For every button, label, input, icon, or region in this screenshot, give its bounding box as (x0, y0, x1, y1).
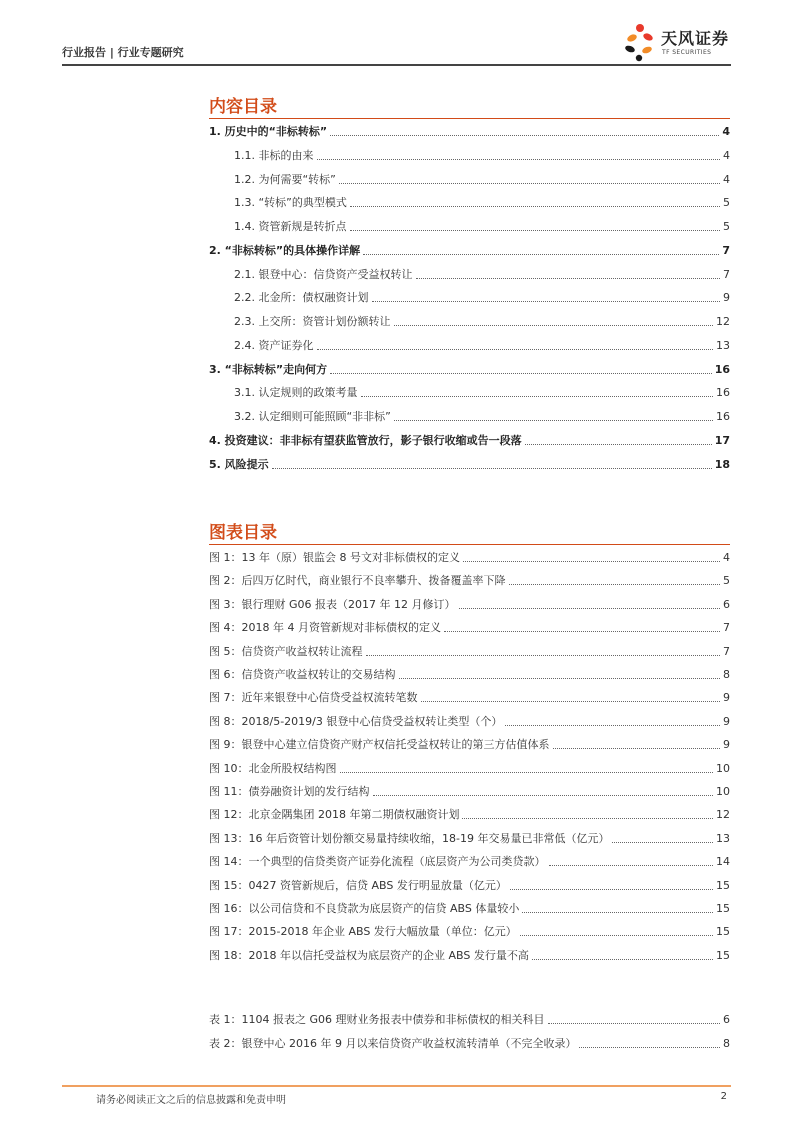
dot-leader (416, 278, 721, 279)
company-logo (621, 22, 731, 62)
footer-divider (62, 1085, 731, 1087)
toc-section-entry-label: 2.4. 资产证券化 (234, 338, 314, 352)
figure-entry-label: 图 7：近年来银登中心信贷受益权流转笔数 (209, 691, 418, 705)
figure-entry-page: 7 (723, 644, 730, 658)
figure-entry[interactable] (209, 782, 730, 799)
toc-title: 内容目录 (209, 97, 277, 117)
figure-entry-label: 图 6：信贷资产收益权转让的交易结构 (209, 668, 396, 681)
dot-leader (462, 818, 713, 819)
toc-section-entry-page: 9 (723, 291, 730, 305)
figure-entry[interactable] (209, 946, 730, 963)
toc-section-entry-page: 7 (723, 267, 730, 281)
table-entry-page: 6 (723, 1013, 730, 1026)
figure-entry[interactable] (209, 595, 730, 612)
toc-section-entry-label: 2.1. 银登中心：信贷资产受益权转让 (234, 267, 413, 281)
dot-leader (459, 608, 721, 609)
figure-entry-page: 13 (716, 831, 730, 845)
figure-entry[interactable] (209, 805, 730, 822)
toc-chapter-entry-page: 7 (722, 243, 730, 257)
toc-section-entry-label: 3.2. 认定细则可能照顾“非非标” (234, 410, 391, 423)
toc-chapter-entry-page: 16 (714, 362, 730, 376)
dot-leader (361, 396, 714, 397)
toc-chapter-entry-label: 1. 历史中的“非标转标” (209, 125, 328, 138)
toc-section-entry[interactable] (234, 407, 730, 424)
figure-entry-page: 14 (716, 855, 730, 869)
toc-section-entry-label: 1.1. 非标的由来 (234, 148, 314, 162)
toc-chapter-entry-label: 4. 投资建议：非非标有望获监管放行，影子银行收缩或告一段落 (209, 433, 522, 447)
toc-section-entry-label: 2.2. 北金所：债权融资计划 (234, 291, 369, 305)
header-divider (62, 64, 731, 66)
table-entry[interactable] (209, 1010, 730, 1027)
toc-section-entry[interactable] (234, 336, 730, 353)
dot-leader (548, 1023, 721, 1024)
dot-leader (317, 159, 721, 160)
figure-entry-label: 图 8：2018/5-2019/3 银登中心信贷受益权转让类型（个） (209, 714, 503, 728)
toc-section-entry[interactable] (234, 265, 730, 282)
toc-section-entry[interactable] (234, 146, 730, 163)
figure-entry-page: 9 (723, 691, 730, 705)
figure-entry-page: 5 (723, 574, 730, 588)
toc-section-entry-page: 5 (723, 196, 730, 210)
dot-leader (421, 701, 721, 702)
figure-entry[interactable] (209, 548, 730, 565)
dot-leader (612, 842, 713, 843)
figure-entry-page: 9 (723, 738, 730, 752)
figure-entry[interactable] (209, 618, 730, 635)
dot-leader (366, 655, 721, 656)
figure-entry-page: 6 (723, 597, 730, 611)
dot-leader (340, 772, 714, 773)
dot-leader (463, 561, 720, 562)
figure-entry[interactable] (209, 665, 730, 682)
figure-entry[interactable] (209, 735, 730, 752)
figure-entry-label: 图 17：2015-2018 年企业 ABS 发行大幅放量（单位：亿元） (209, 925, 517, 939)
figure-entry-page: 12 (716, 808, 730, 822)
toc-section-entry-page: 4 (723, 148, 730, 162)
figure-entry[interactable] (209, 922, 730, 939)
toc-chapter-entry[interactable] (209, 122, 730, 139)
dot-leader (399, 678, 721, 679)
dot-leader (549, 865, 714, 866)
figure-entry-label: 图 9：银登中心建立信贷资产财产权信托受益权转让的第三方估值体系 (209, 738, 550, 752)
toc-section-entry-label: 3.1. 认定规则的政策考量 (234, 386, 358, 400)
dot-leader (509, 584, 721, 585)
table-entry-label: 表 2：银登中心 2016 年 9 月以来信贷资产收益权流转清单（不完全收录） (209, 1037, 577, 1050)
report-category: 行业报告 | 行业专题研究 (62, 46, 184, 59)
logo-name-en: TF SECURITIES (662, 49, 712, 56)
toc-section-entry-page: 16 (716, 410, 730, 423)
figure-entry[interactable] (209, 899, 730, 916)
dot-leader (373, 795, 714, 796)
figure-entry-label: 图 2：后四万亿时代，商业银行不良率攀升、拨备覆盖率下降 (209, 574, 506, 588)
figure-entry-page: 15 (716, 902, 730, 915)
dot-leader (510, 889, 713, 890)
figure-entry[interactable] (209, 712, 730, 729)
toc-chapter-entry-label: 3. “非标转标”走向何方 (209, 362, 328, 376)
figure-entry-label: 图 15：0427 资管新规后，信贷 ABS 发行明显放量（亿元） (209, 878, 507, 892)
dot-leader (350, 230, 721, 231)
toc-section-entry-label: 2.3. 上交所：资管计划份额转让 (234, 315, 391, 328)
figure-entry-label: 图 5：信贷资产收益权转让流程 (209, 644, 363, 658)
toc-chapter-entry-page: 18 (714, 457, 730, 471)
toc-chapter-entry[interactable] (209, 360, 730, 377)
dot-leader (525, 444, 712, 445)
logo-name-cn: 天风证券 (661, 29, 730, 48)
dot-leader (444, 631, 720, 632)
dot-leader (330, 135, 719, 136)
toc-chapter-entry[interactable] (209, 431, 730, 448)
dot-leader (505, 725, 720, 726)
figure-entry-label: 图 18：2018 年以信托受益权为底层资产的企业 ABS 发行量不高 (209, 948, 529, 962)
figures-title-divider (209, 544, 730, 545)
toc-chapter-entry-label: 5. 风险提示 (209, 457, 269, 471)
dot-leader (339, 183, 720, 184)
figure-entry-page: 15 (716, 878, 730, 892)
toc-section-entry-label: 1.2. 为何需要“转标” (234, 172, 336, 186)
figure-entry-page: 7 (723, 621, 730, 635)
toc-section-entry-page: 12 (716, 315, 730, 328)
dot-leader (350, 206, 720, 207)
figure-entry-page: 8 (723, 668, 730, 681)
dot-leader (532, 959, 713, 960)
figure-entry-page: 4 (723, 551, 730, 564)
dot-leader (394, 420, 713, 421)
figures-title: 图表目录 (209, 523, 277, 543)
figure-entry-page: 15 (716, 925, 730, 939)
toc-section-entry[interactable] (234, 217, 730, 234)
figure-entry-page: 9 (723, 714, 730, 728)
toc-section-entry-page: 5 (723, 220, 730, 233)
figure-entry-label: 图 12：北京金隅集团 2018 年第二期债权融资计划 (209, 808, 460, 822)
figure-entry-label: 图 10：北金所股权结构图 (209, 761, 337, 775)
page-header (62, 0, 731, 70)
dot-leader (553, 748, 721, 749)
toc-section-entry-page: 16 (716, 386, 730, 400)
figure-entry-label: 图 3：银行理财 G06 报表（2017 年 12 月修订） (209, 597, 456, 611)
dot-leader (330, 373, 712, 374)
figure-entry[interactable] (209, 688, 730, 705)
dot-leader (272, 468, 712, 469)
figure-entry-page: 10 (716, 761, 730, 775)
toc-section-entry-label: 1.4. 资管新规是转折点 (234, 220, 347, 233)
toc-section-entry[interactable] (234, 170, 730, 187)
figure-entry-label: 图 1：13 年（原）银监会 8 号文对非标债权的定义 (209, 551, 460, 564)
table-entry-label: 表 1：1104 报表之 G06 理财业务报表中债券和非标债权的相关科目 (209, 1013, 545, 1026)
figure-entry-label: 图 4：2018 年 4 月资管新规对非标债权的定义 (209, 621, 441, 635)
toc-section-entry-label: 1.3. “转标”的典型模式 (234, 196, 347, 210)
figure-entry[interactable] (209, 571, 730, 588)
figure-entry-label: 图 16：以公司信贷和不良贷款为底层资产的信贷 ABS 体量较小 (209, 902, 520, 915)
toc-chapter-entry-label: 2. “非标转标”的具体操作详解 (209, 243, 361, 257)
tf-logo-icon (621, 22, 657, 62)
dot-leader (520, 935, 713, 936)
toc-section-entry-page: 4 (723, 172, 730, 186)
figure-entry-page: 15 (716, 948, 730, 962)
figure-entry[interactable] (209, 759, 730, 776)
table-entry-page: 8 (723, 1037, 730, 1050)
toc-title-divider (209, 118, 730, 119)
dot-leader (317, 349, 714, 350)
toc-section-entry[interactable] (234, 312, 730, 329)
page-number: 2 (720, 1091, 727, 1102)
toc-section-entry[interactable] (234, 383, 730, 400)
dot-leader (522, 912, 713, 913)
figure-entry[interactable] (209, 642, 730, 659)
toc-section-entry[interactable] (234, 288, 730, 305)
dot-leader (372, 301, 721, 302)
toc-section-entry[interactable] (234, 193, 730, 210)
figure-entry-label: 图 13：16 年后资管计划份额交易量持续收缩，18-19 年交易量已非常低（亿元） (209, 831, 610, 845)
disclaimer-text: 请务必阅读正文之后的信息披露和免责申明 (96, 1095, 286, 1106)
toc-chapter-entry[interactable] (209, 455, 730, 472)
toc-chapter-entry[interactable] (209, 241, 730, 258)
figure-entry[interactable] (209, 829, 730, 846)
toc-section-entry-page: 13 (716, 338, 730, 352)
dot-leader (363, 254, 719, 255)
toc-chapter-entry-page: 17 (714, 433, 730, 447)
figure-entry-label: 图 11：债券融资计划的发行结构 (209, 785, 370, 798)
dot-leader (394, 325, 714, 326)
table-entry[interactable] (209, 1034, 730, 1051)
figure-entry-page: 10 (716, 785, 730, 798)
toc-chapter-entry-page: 4 (722, 125, 730, 138)
figure-entry-label: 图 14：一个典型的信贷类资产证券化流程（底层资产为公司类贷款） (209, 855, 546, 869)
dot-leader (579, 1047, 720, 1048)
figure-entry[interactable] (209, 852, 730, 869)
figure-entry[interactable] (209, 876, 730, 893)
